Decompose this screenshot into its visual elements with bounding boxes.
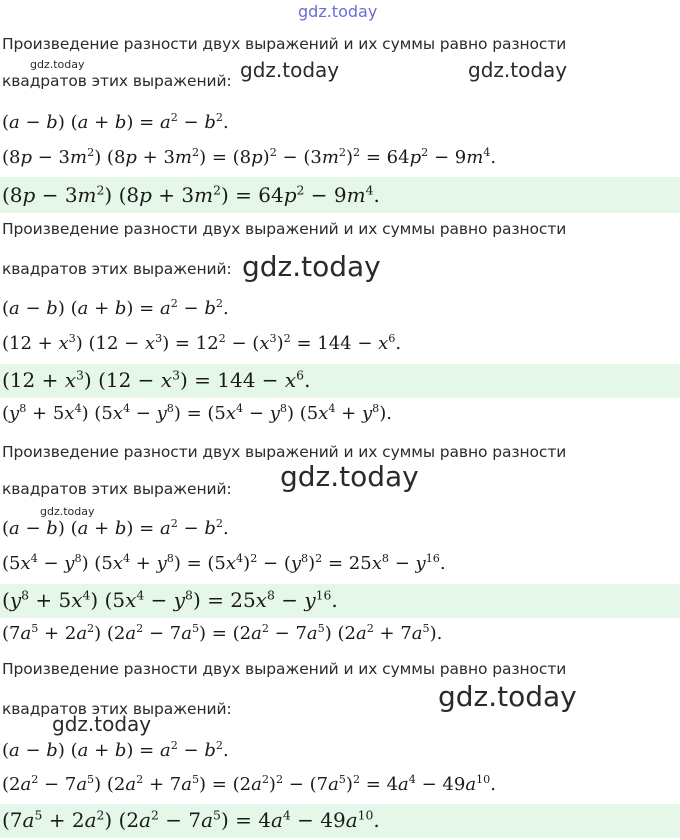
rule-text-line2: квадратов этих выражений: [2,700,232,718]
answer: $(y^8 + 5x^4) (5x^4 - y^8) = 25x^8 - y^{16}$. [2,587,338,612]
solution-step: $(2a^2 - 7a^5) (2a^2 + 7a^5) = (2a^2)^2 - (7a^5)^2 = 4a^4 - 49a^{10}$. [2,773,496,795]
formula: (a − b) $(a + b) = a^2 - b^2$. [2,297,229,319]
formula-text: (a − b) $(a + b) = a^2 - b^2$. [2,111,229,133]
watermark: gdz.today [242,250,381,283]
watermark: gdz.today [438,680,577,713]
watermark: gdz.today [280,460,419,493]
watermark: gdz.today [40,505,95,518]
rule-text-line2: квадратов этих выражений: [2,480,232,498]
solution-step: $(8p - 3m^2)$ $(8p + 3m^2) = (8p)^2 - (3m^2)^2 = 64p^2 - 9m^4$. [2,146,497,168]
next-problem: $(7a^5 + 2a^2) (2a^2 - 7a^5) = (2a^2 - 7a^5) (2a^2 + 7a^5)$. [2,622,443,644]
watermark: gdz.today [240,58,340,82]
solution-step: $(5x^4 - y^8) (5x^4 + y^8) = (5x^4)^2 - (y^8)^2 = 25x^8 - y^{16}$. [2,552,446,574]
rule-text-line2: квадратов этих выражений: [2,72,232,90]
formula: (a − b) $(a + b) = a^2 - b^2$. [2,517,229,539]
watermark: gdz.today [52,712,152,736]
rule-text-line1: Произведение разности двух выражений и их суммы равно разности [2,660,567,678]
solution-step: $(12 + x^3)$ $(12 - x^3) = 12^2 - (x^3)^2 = 144 - x^6$. [2,332,402,354]
answer: $(8p - 3m^2)$ $(8p + 3m^2) = 64p^2 - 9m^4$. [2,182,380,207]
formula: (a − b) $(a + b) = a^2 - b^2$. [2,739,229,761]
formula [2,112,229,133]
answer: $(7a^5 + 2a^2) (2a^2 - 7a^5) = 4a^4 - 49a^{10}$. [2,807,380,832]
watermark: gdz.today [468,58,568,82]
answer: $(12 + x^3)$ $(12 - x^3) = 144 - x^6$. [2,367,311,392]
rule-text-line1: Произведение разности двух выражений и их суммы равно разности [2,220,567,238]
watermark-top: gdz.today [298,2,378,21]
next-problem: $(y^8 + 5x^4) (5x^4 - y^8) = (5x^4 - y^8) (5x^4 + y^8)$. [2,402,393,424]
watermark: gdz.today [30,58,85,71]
rule-text-line1: Произведение разности двух выражений и их суммы равно разности [2,35,567,53]
rule-text-line1: Произведение разности двух выражений и их суммы равно разности [2,443,567,461]
rule-text-line2: квадратов этих выражений: [2,260,232,278]
